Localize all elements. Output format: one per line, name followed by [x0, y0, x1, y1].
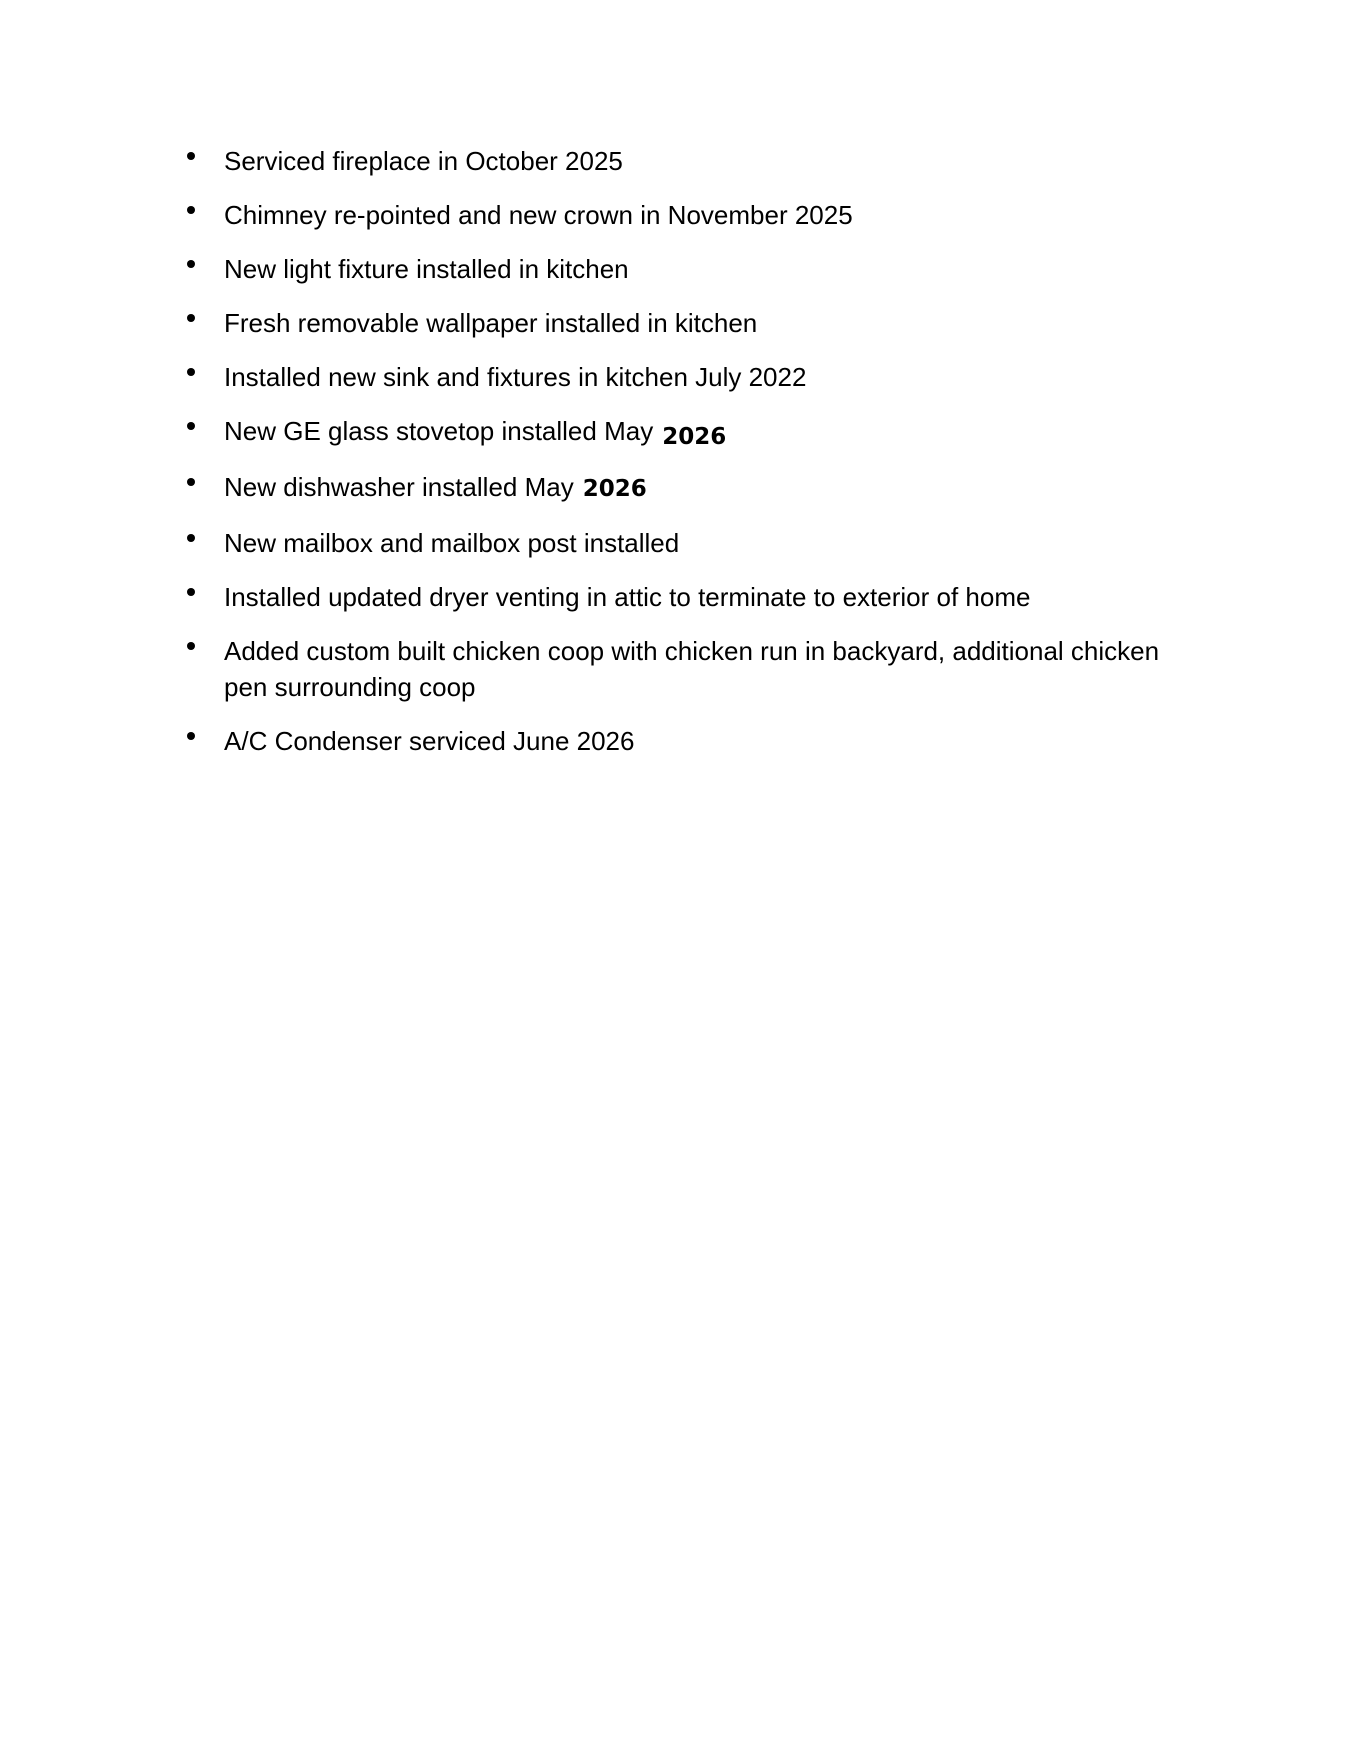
list-item-text: Serviced fireplace in October 2025: [224, 146, 623, 176]
list-item: [182, 143, 1202, 179]
bullet-icon: [187, 534, 195, 542]
bullet-icon: [187, 732, 195, 740]
list-item: [182, 579, 1202, 615]
list-item: [182, 251, 1202, 287]
bullet-icon: [187, 206, 195, 214]
list-item-text: New GE glass stovetop installed May: [224, 416, 654, 446]
list-item: [182, 413, 1202, 451]
list-item-text: New dishwasher installed May: [224, 472, 574, 502]
bullet-icon: [187, 152, 195, 160]
list-item: [182, 469, 1202, 507]
list-item: [182, 723, 1202, 759]
bullet-icon: [187, 368, 195, 376]
bullet-icon: [187, 478, 195, 486]
bullet-icon: [187, 314, 195, 322]
list-item-text: Installed new sink and fixtures in kitchen July 2022: [224, 362, 807, 392]
bullet-icon: [187, 422, 195, 430]
home-improvements-list: [182, 143, 1202, 777]
list-item-text: Chimney re-pointed and new crown in November 2025: [224, 200, 853, 230]
list-item-text: Added custom built chicken coop with chicken run in backyard, additional chicken pen surrounding coop: [224, 636, 1160, 702]
bullet-icon: [187, 588, 195, 596]
bullet-icon: [187, 642, 195, 650]
dishwasher-year: 2026: [582, 476, 647, 502]
list-item: [182, 359, 1202, 395]
list-item-text: Fresh removable wallpaper installed in kitchen: [224, 308, 758, 338]
list-item: [182, 305, 1202, 341]
bullet-icon: [187, 260, 195, 268]
list-item: [182, 197, 1202, 233]
list-item: [182, 525, 1202, 561]
list-item-text: Installed updated dryer venting in attic to terminate to exterior of home: [224, 582, 1031, 612]
stovetop-year: 2026: [662, 424, 727, 450]
list-item-text: New light fixture installed in kitchen: [224, 254, 629, 284]
list-item-text: A/C Condenser serviced June 2026: [224, 726, 635, 756]
list-item-text: New mailbox and mailbox post installed: [224, 528, 680, 558]
list-item: [182, 633, 1202, 705]
